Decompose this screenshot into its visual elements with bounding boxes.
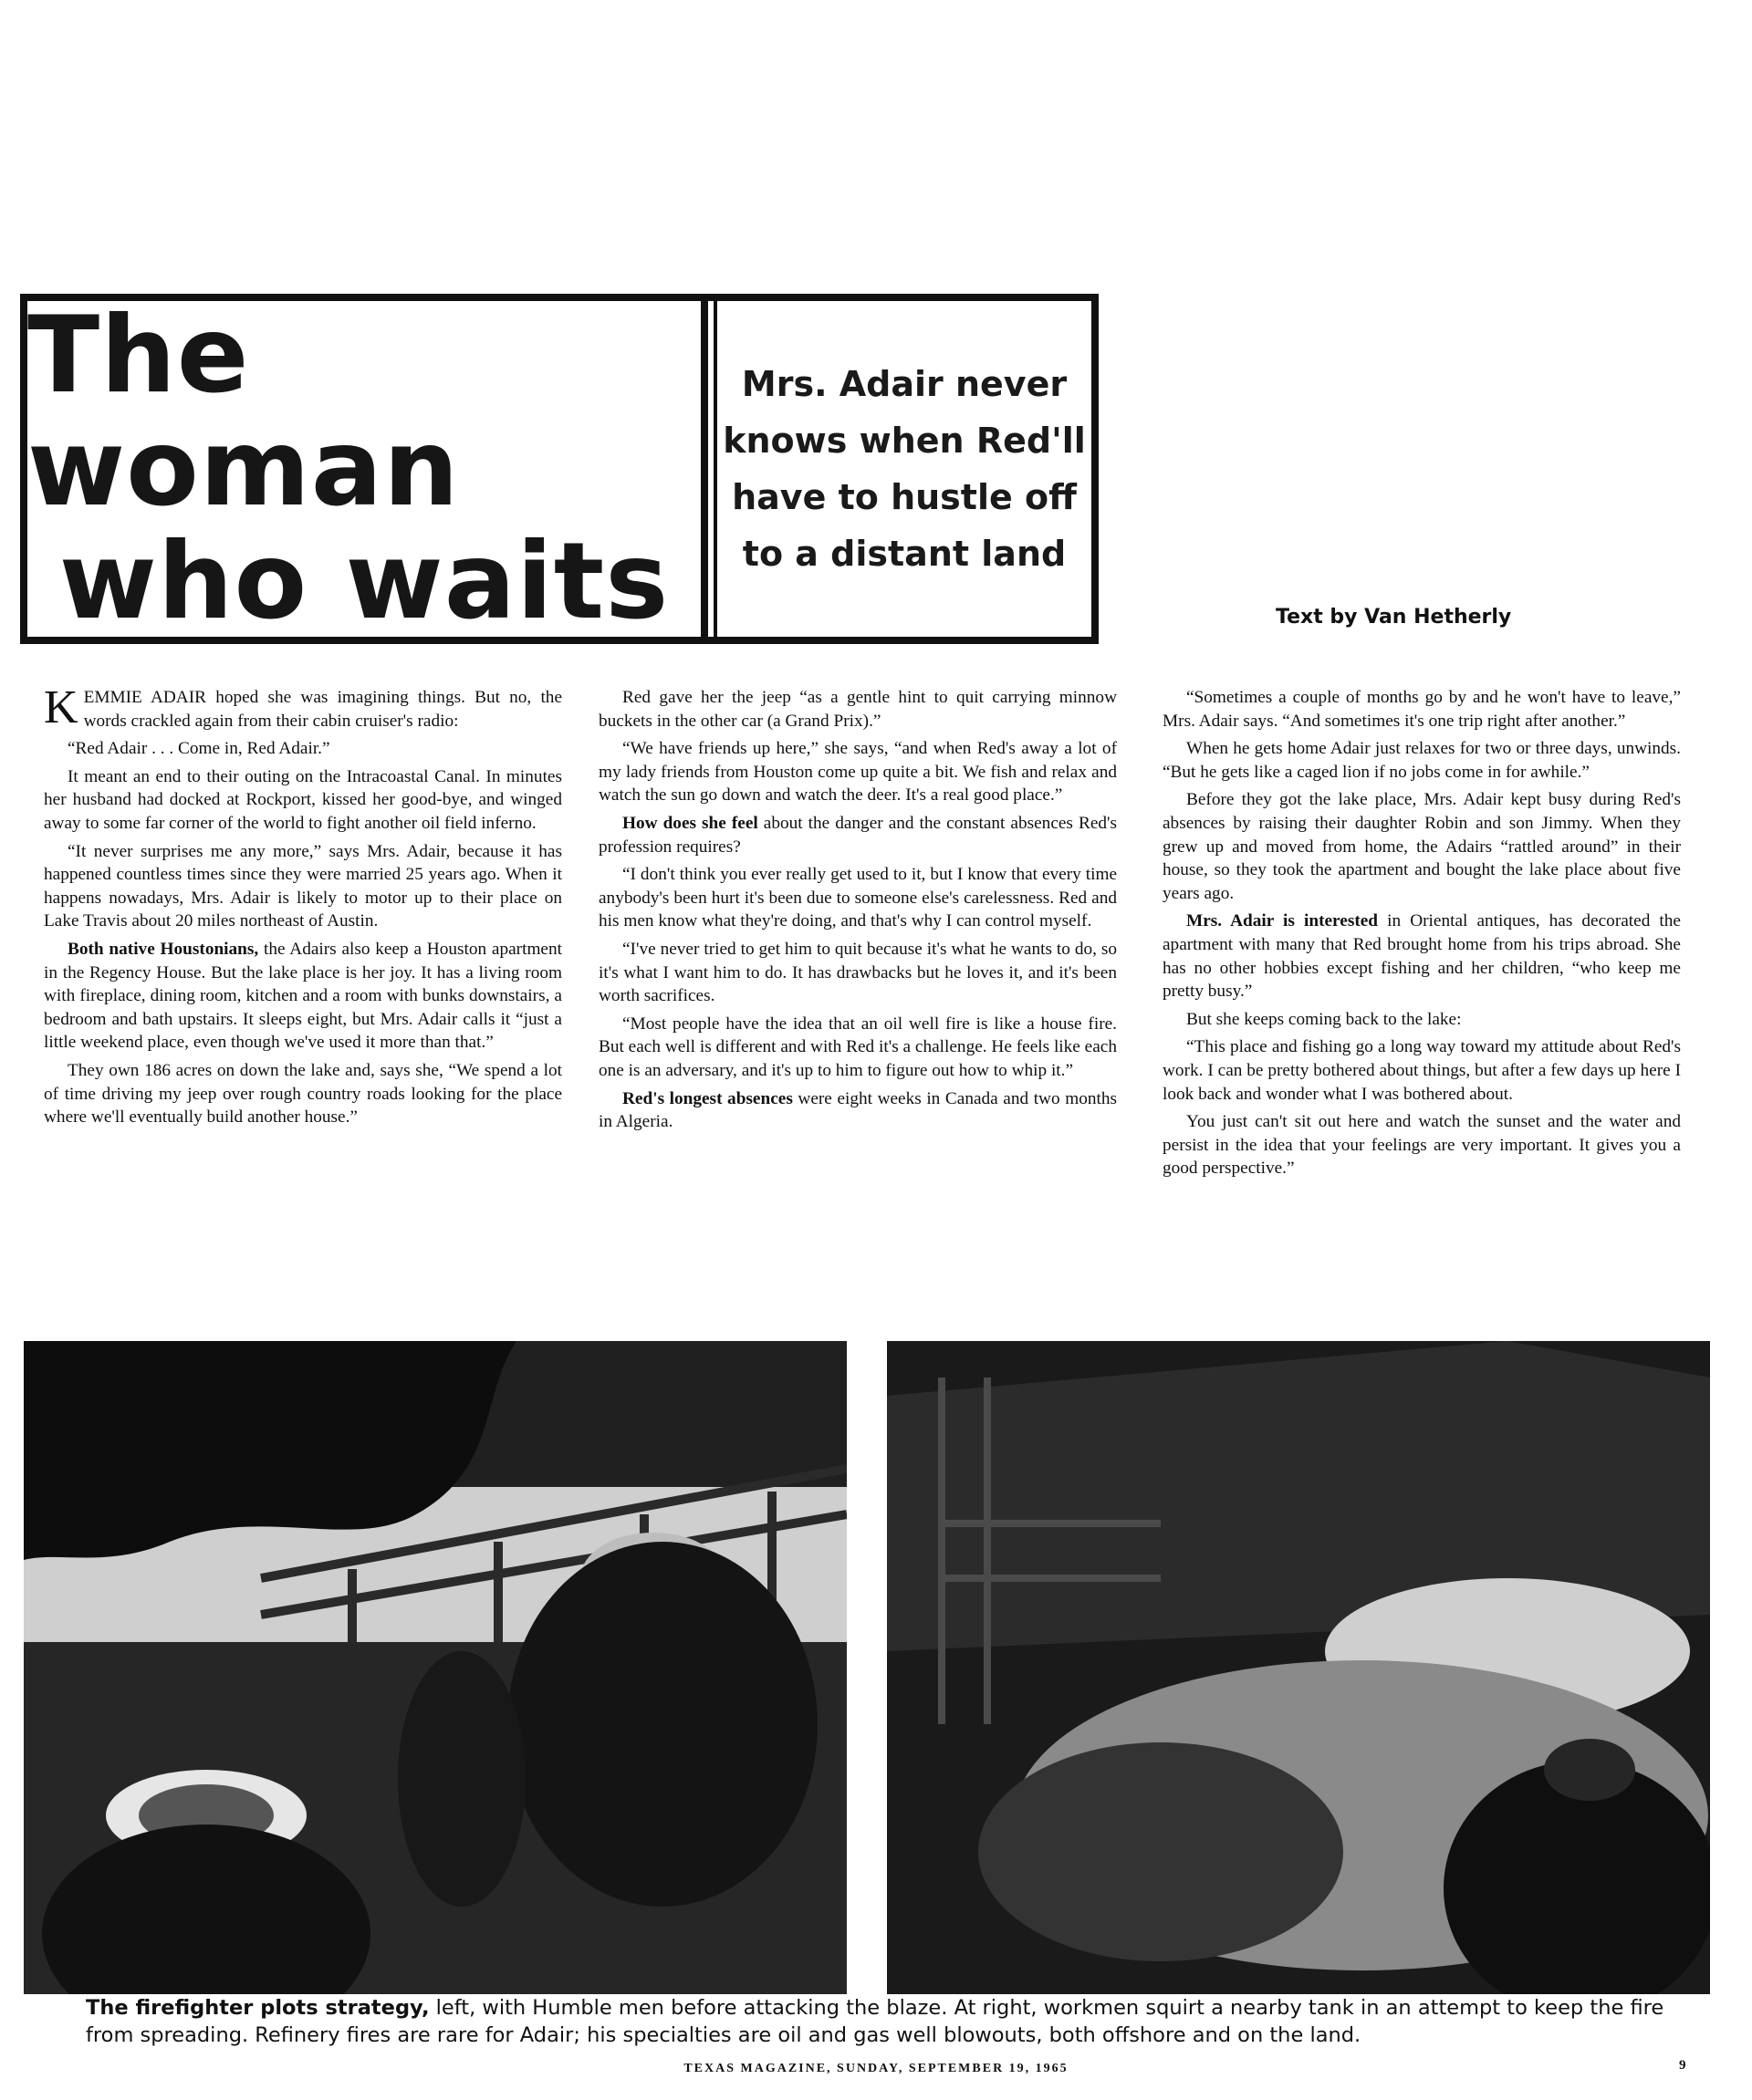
paragraph (1163, 910, 1681, 1003)
paragraph-text: You just can't sit out here and watch the sunset and the water and persist in the idea that your feelings are very important. It gives you a good perspective.” (1163, 1112, 1681, 1179)
paragraph-lead: Red's longest absences (622, 1088, 793, 1108)
article-column-2 (599, 686, 1117, 1138)
page-footer: TEXAS MAGAZINE, SUNDAY, SEPTEMBER 19, 1965 (683, 2062, 1069, 2075)
paragraph-text: in Oriental antiques, has decorated the apartment with many that Red brought home from his trips abroad. She has no other hobbies except fishing and her children, “who keep me pretty busy.” (1163, 911, 1681, 1002)
paragraph-text: “It never surprises me any more,” says Mrs. Adair, because it has happened countless times since they were married 25 years ago. When it happens nowadays, Mrs. Adair is likely to motor up to their place on Lake Travis about 20 miles northeast of Austin. (44, 841, 562, 931)
paragraph-text: “Most people have the idea that an oil well fire is like a house fire. But each well is different and with Red it's a challenge. He feels like each one is an adversary, and it's up to him to figure out how to whip it.” (599, 1014, 1117, 1080)
page-number: 9 (1679, 2058, 1686, 2073)
paragraph (1163, 1035, 1681, 1106)
paragraph (1163, 1110, 1681, 1180)
paragraph-text: EMMIE ADAIR hoped she was imagining things. But no, the words crackled again from their cabin cruiser's radio: (83, 688, 562, 731)
paragraph-text: the Adairs also keep a Houston apartment in the Regency House. But the lake place is her joy. It has a living room with fireplace, dining room, kitchen and a room with bunks downstairs, a bedroom and bath upstairs. It sleeps eight, but Mrs. Adair calls it “just a little weekend place, even though we've used it more than that.” (44, 939, 562, 1053)
paragraph-lead: Mrs. Adair is interested (1186, 911, 1379, 931)
paragraph (599, 1013, 1117, 1083)
paragraph-text: They own 186 acres on down the lake and, says she, “We spend a lot of time driving my jeep over rough country roads looking for the place where we'll eventually build another house.” (44, 1060, 562, 1128)
deck-line-3: have to hustle off (732, 477, 1077, 517)
headline (27, 294, 708, 643)
paragraph (599, 863, 1117, 933)
article-column-3 (1163, 686, 1681, 1185)
paragraph-lead: Both native Houstonians, (68, 939, 259, 959)
paragraph-text: “Red Adair . . . Come in, Red Adair.” (68, 739, 330, 759)
paragraph (599, 737, 1117, 807)
deck (714, 301, 1091, 637)
paragraph-text: “This place and fishing go a long way toward my attitude about Red's work. I can be pretty bothered about things, but after a few days up here I look back and wonder what I was bothered about. (1163, 1037, 1681, 1104)
headline-line-2: who waits (58, 520, 670, 643)
paragraph (44, 1059, 562, 1129)
drop-cap: K (44, 681, 78, 733)
caption-lead: The firefighter plots strategy, (86, 1996, 430, 2020)
paragraph (1163, 788, 1681, 905)
photo-firefighter-strategy-image (24, 1341, 847, 1994)
paragraph-text: Red gave her the jeep “as a gentle hint to quit carrying minnow buckets in the other car (a Grand Prix).” (599, 688, 1117, 731)
paragraph-lead: How does she feel (622, 813, 758, 833)
photo-workmen-squirt-tank-image (887, 1341, 1710, 1994)
paragraph (44, 681, 562, 733)
paragraph-text: were eight weeks in Canada and two months in Algeria. (599, 1088, 1117, 1132)
deck-line-2: knows when Red'll (723, 421, 1086, 461)
paragraph-text: about the danger and the constant absences Red's profession requires? (599, 813, 1117, 857)
paragraph-text: It meant an end to their outing on the Intracoastal Canal. In minutes her husband had docked at Rockport, kissed her good-bye, and winged away to some far corner of the world to fight another oil field inferno. (44, 766, 562, 833)
paragraph (599, 1087, 1117, 1134)
byline: Text by Van Hetherly (1276, 606, 1512, 629)
paragraph-text: “I've never tried to get him to quit because it's what he wants to do, so it's what I want him to do. It has drawbacks but he loves it, and it's been worth sacrifices. (599, 939, 1117, 1006)
paragraph-text: “Sometimes a couple of months go by and he won't have to leave,” Mrs. Adair says. “And sometimes it's one trip right after another.” (1163, 688, 1681, 731)
headline-line-1: The woman (27, 294, 460, 530)
paragraph-text: When he gets home Adair just relaxes for two or three days, unwinds. “But he gets like a caged lion if no jobs come in for awhile.” (1163, 739, 1681, 782)
paragraph (44, 737, 562, 761)
caption-text: left, with Humble men before attacking the blaze. At right, workmen squirt a nearby tank in an attempt to keep the fire from spreading. Refinery fires are rare for Adair; his specialties are oil and gas well blowouts, both offshore and on the land. (86, 1996, 1664, 2047)
paragraph-text: But she keeps coming back to the lake: (1186, 1009, 1462, 1029)
article-column-1 (44, 681, 562, 1134)
photo-firefighter-strategy (24, 1341, 847, 1994)
headline-box (20, 294, 1099, 644)
deck-line-4: to a distant land (742, 534, 1067, 574)
paragraph (1163, 1008, 1681, 1032)
paragraph (44, 938, 562, 1055)
paragraph (599, 938, 1117, 1008)
paragraph-text: “We have friends up here,” she says, “and when Red's away a lot of my lady friends from Houston come up quite a bit. We fish and relax and watch the sun go down and watch the deer. It's a real good place.” (599, 739, 1117, 806)
paragraph-text: Before they got the lake place, Mrs. Adair kept busy during Red's absences by raising their daughter Robin and son Jimmy. When they grew up and moved from home, the Adairs “rattled around” in their house, so they took the apartment and bought the lake place about five years ago. (1163, 790, 1681, 903)
paragraph (1163, 737, 1681, 784)
paragraph (1163, 686, 1681, 733)
paragraph (44, 765, 562, 836)
paragraph (599, 812, 1117, 858)
paragraph (599, 686, 1117, 733)
photo-workmen-squirt-tank (887, 1341, 1710, 1994)
deck-line-1: Mrs. Adair never (741, 364, 1068, 404)
photo-caption (86, 1994, 1664, 2049)
paragraph (44, 840, 562, 933)
paragraph-text: “I don't think you ever really get used to it, but I know that every time anybody's been hurt it's been due to someone else's carelessness. Red and his men know what they're doing, and that's why I can control myself. (599, 865, 1117, 931)
